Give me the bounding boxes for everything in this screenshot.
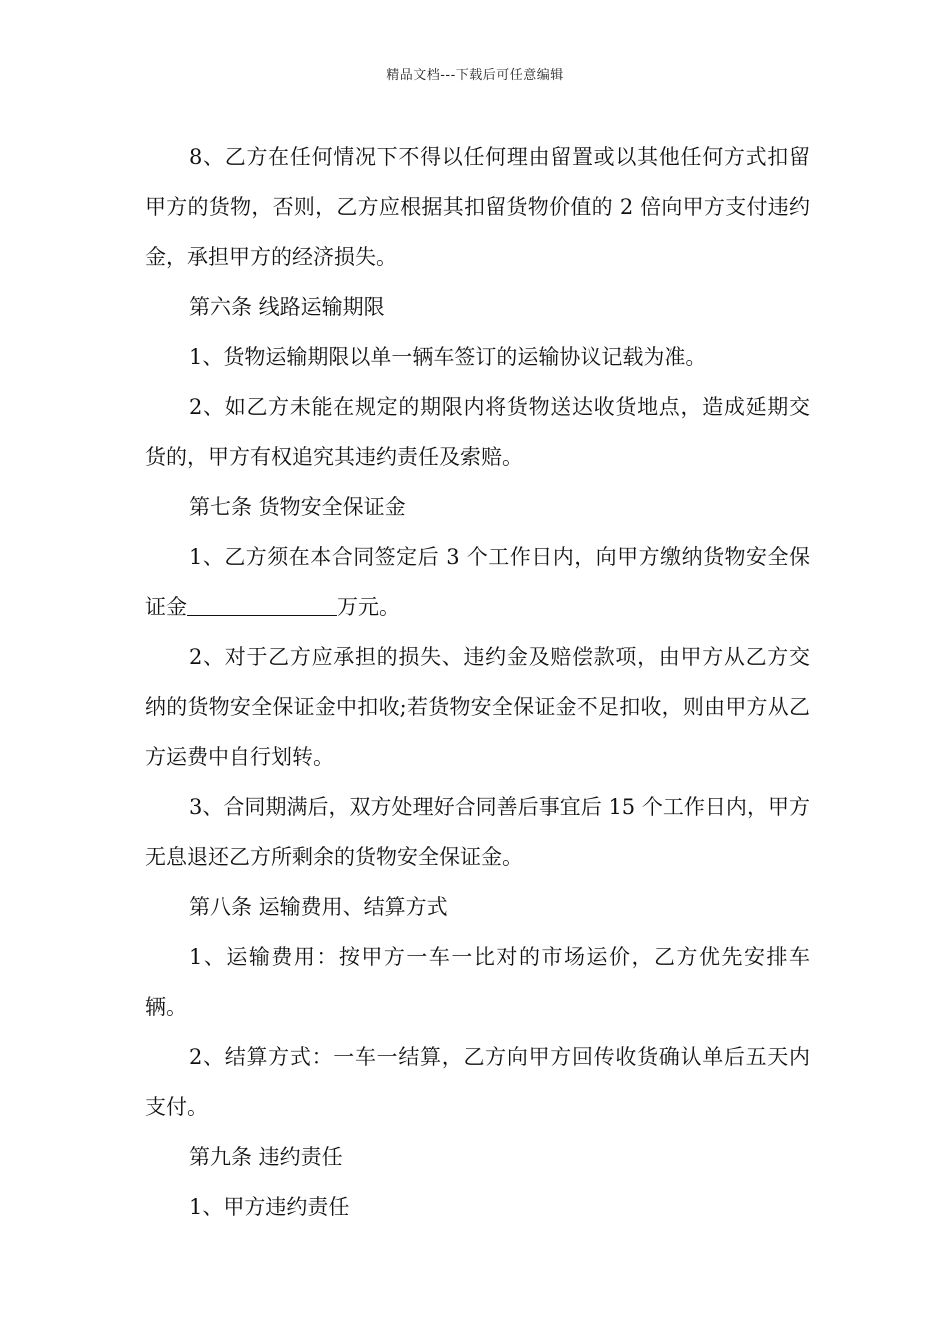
article-9-item-1: 1、甲方违约责任 (189, 1195, 350, 1219)
deposit-amount-blank (187, 593, 337, 616)
article-9-heading: 第九条 违约责任 (189, 1145, 343, 1169)
article-6-item-2: 2、如乙方未能在规定的期限内将货物送达收货地点，造成延期交货的，甲方有权追究其违约责任及索赔。 (145, 395, 810, 469)
article-6-heading: 第六条 线路运输期限 (189, 295, 385, 319)
article-7-item-2: 2、对于乙方应承担的损失、违约金及赔偿款项，由甲方从乙方交纳的货物安全保证金中扣收;若货物安全保证金不足扣收，则由甲方从乙方运费中自行划转。 (145, 645, 810, 769)
article-7-item-1-text: 1、乙方须在本合同签定后 3 个工作日内，向甲方缴纳货物安全保证金 (145, 545, 810, 619)
article-8-item-1: 1、运输费用：按甲方一车一比对的市场运价，乙方优先安排车辆。 (145, 945, 810, 1019)
article-8-item-2: 2、结算方式：一车一结算，乙方向甲方回传收货确认单后五天内支付。 (145, 1045, 810, 1119)
article-7-item-1-unit: 万元。 (337, 595, 400, 619)
article-7-item-1 (145, 532, 810, 632)
article-8-heading: 第八条 运输费用、结算方式 (189, 895, 448, 919)
clause-8-paragraph: 8、乙方在任何情况下不得以任何理由留置或以其他任何方式扣留甲方的货物，否则，乙方应根据其扣留货物价值的 2 倍向甲方支付违约金，承担甲方的经济损失。 (145, 145, 810, 269)
article-7-heading: 第七条 货物安全保证金 (189, 495, 406, 519)
article-6-item-1: 1、货物运输期限以单一辆车签订的运输协议记载为准。 (189, 345, 707, 369)
article-7-item-3: 3、合同期满后，双方处理好合同善后事宜后 15 个工作日内，甲方无息退还乙方所剩余的货物安全保证金。 (145, 795, 810, 869)
page-header: 精品文档---下载后可任意编辑 (386, 68, 564, 83)
document-body (145, 132, 810, 1232)
